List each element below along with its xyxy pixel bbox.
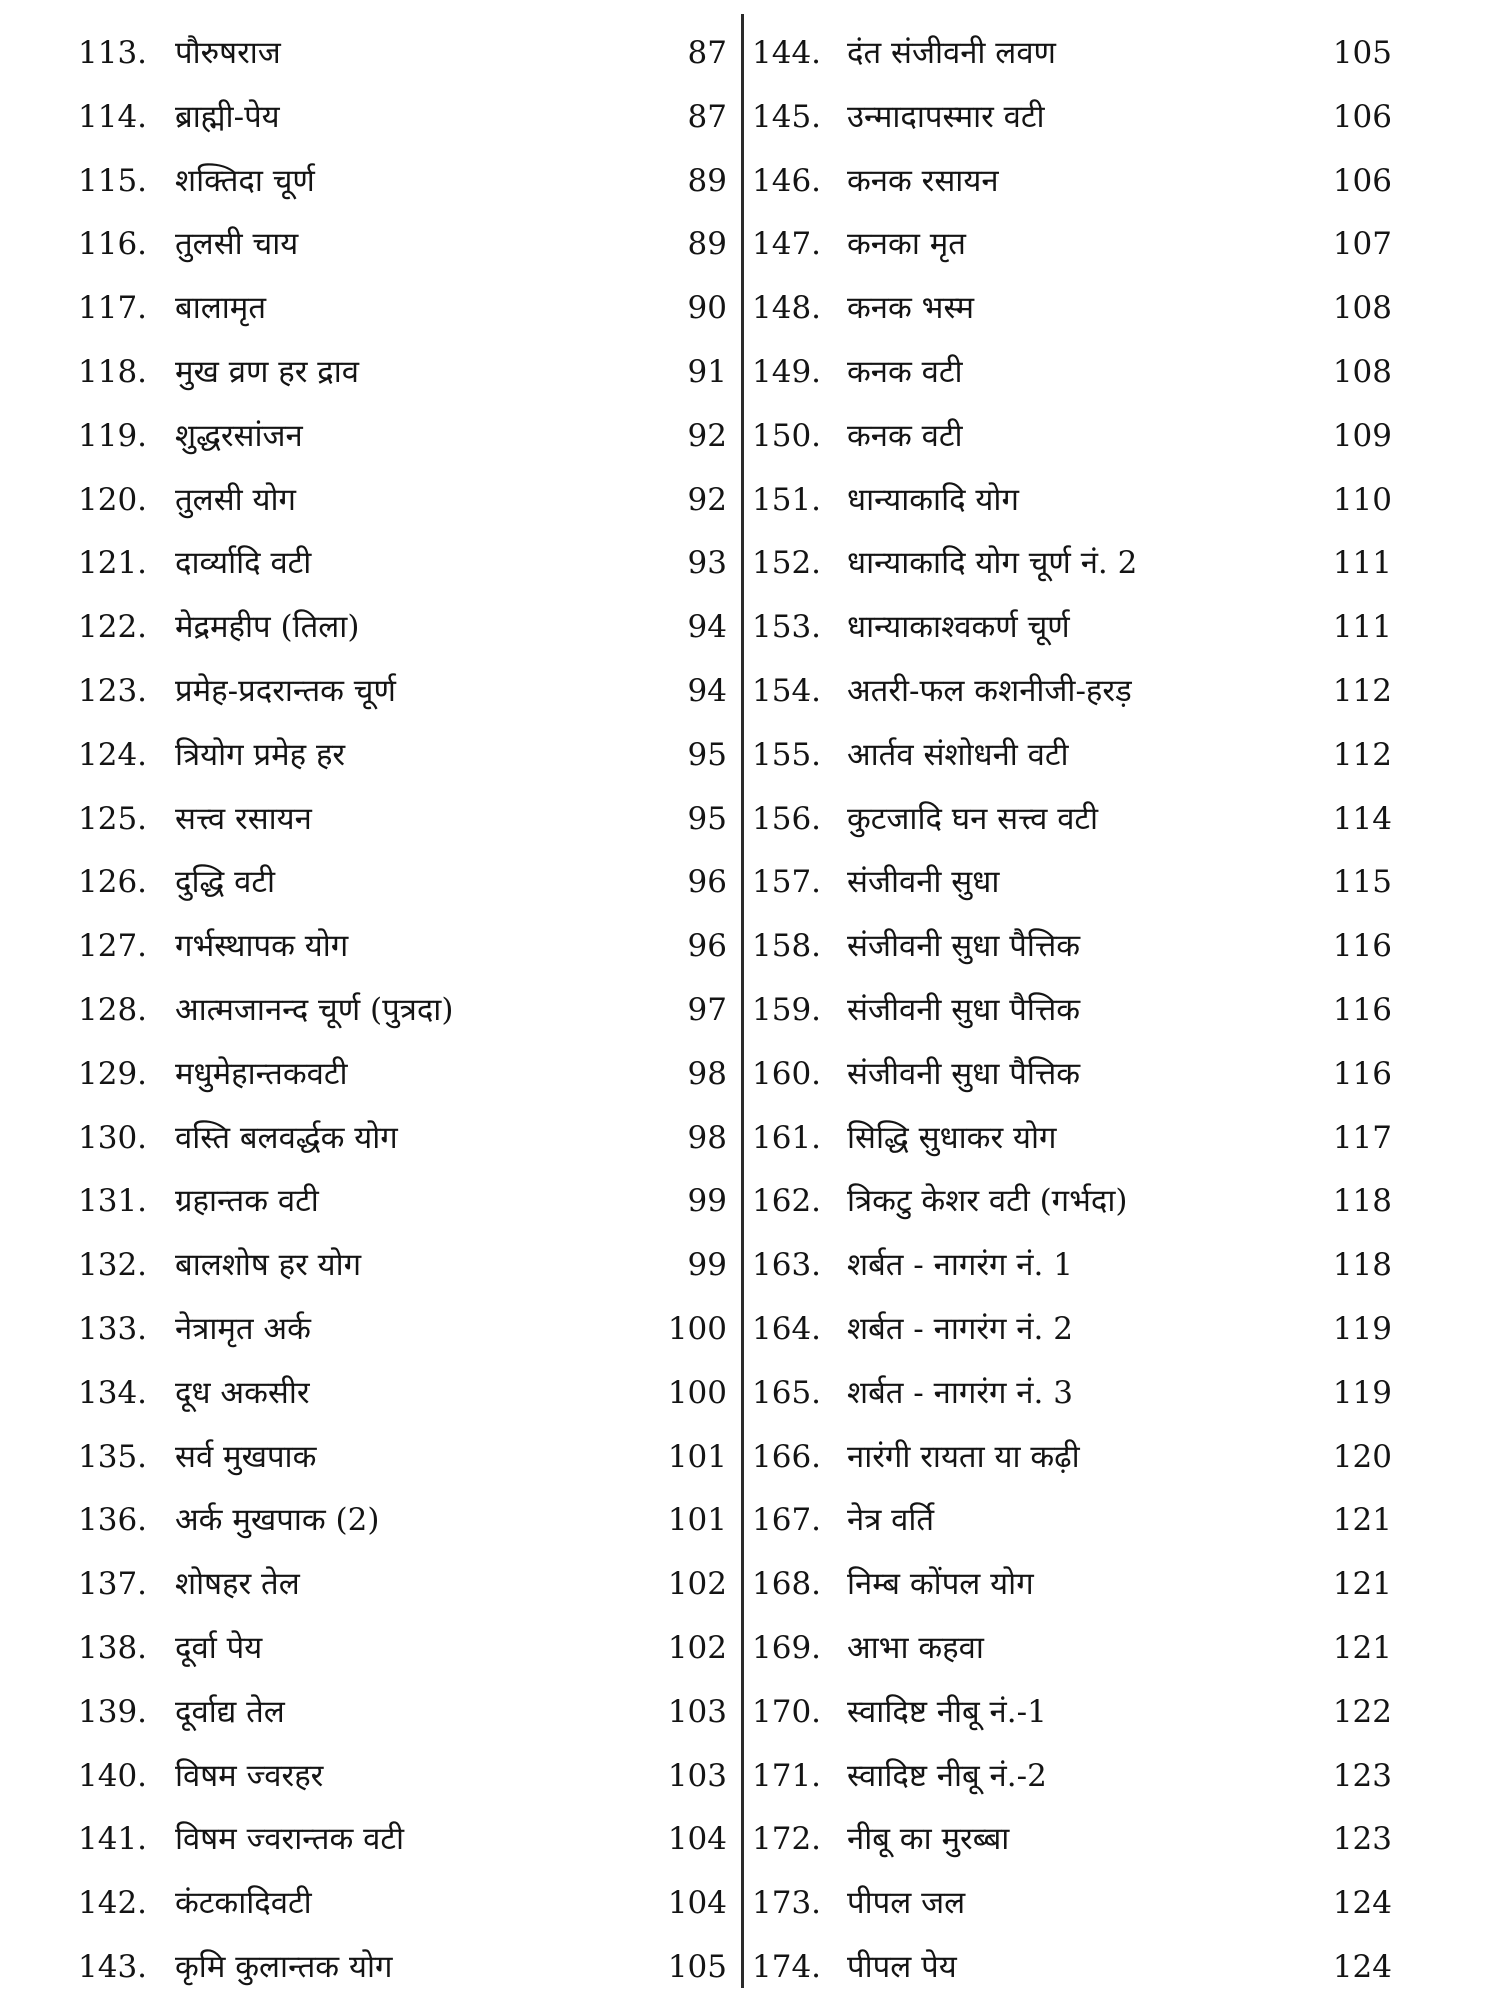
entry-title: विषम ज्वरहर xyxy=(175,1757,324,1794)
index-entry xyxy=(752,1049,1392,1113)
index-entry xyxy=(78,666,728,730)
entry-page-number: 124 xyxy=(1332,1885,1392,1922)
index-entry xyxy=(78,1751,728,1815)
entry-number: 134. xyxy=(78,1374,148,1411)
index-entry xyxy=(78,1113,728,1177)
entry-page-number: 98 xyxy=(687,1119,727,1156)
index-entry xyxy=(752,1751,1392,1815)
entry-number: 147. xyxy=(752,226,822,263)
entry-title: नेत्र वर्ति xyxy=(847,1502,935,1539)
index-entry xyxy=(78,794,728,858)
entry-number: 115. xyxy=(78,162,148,199)
entry-page-number: 99 xyxy=(687,1247,727,1284)
entry-number: 113. xyxy=(78,35,148,71)
entry-number: 141. xyxy=(78,1821,148,1858)
index-entry xyxy=(78,1495,728,1559)
entry-number: 151. xyxy=(752,481,822,518)
entry-number: 154. xyxy=(752,672,822,709)
entry-number: 140. xyxy=(78,1757,148,1794)
entry-page-number: 102 xyxy=(667,1629,727,1666)
entry-title: दूध अकसीर xyxy=(175,1374,310,1411)
entry-title: तुलसी चाय xyxy=(175,226,299,263)
entry-page-number: 121 xyxy=(1332,1566,1392,1603)
entry-number: 162. xyxy=(752,1183,822,1220)
entry-page-number: 122 xyxy=(1332,1693,1392,1730)
entry-number: 120. xyxy=(78,481,148,518)
index-entry xyxy=(752,538,1392,602)
entry-page-number: 101 xyxy=(667,1438,727,1475)
entry-number: 169. xyxy=(752,1629,822,1666)
index-entry xyxy=(78,1623,728,1687)
entry-page-number: 105 xyxy=(667,1948,727,1985)
entry-number: 139. xyxy=(78,1693,148,1730)
entry-page-number: 93 xyxy=(687,545,727,582)
entry-title: कनका मृत xyxy=(847,226,966,263)
entry-title: संजीवनी सुधा xyxy=(847,864,1000,901)
entry-title: शोषहर तेल xyxy=(175,1566,300,1603)
entry-number: 136. xyxy=(78,1502,148,1539)
entry-page-number: 121 xyxy=(1332,1629,1392,1666)
entry-title: आभा कहवा xyxy=(847,1629,984,1666)
entry-title: शर्बत - नागरंग नं. 2 xyxy=(847,1310,1073,1347)
index-entry xyxy=(78,857,728,921)
right-column xyxy=(752,28,1392,2006)
entry-number: 165. xyxy=(752,1374,822,1411)
entry-number: 152. xyxy=(752,545,822,582)
index-entry xyxy=(752,1368,1392,1432)
entry-title: नेत्रामृत अर्क xyxy=(175,1310,311,1347)
entry-title: तुलसी योग xyxy=(175,481,296,518)
entry-number: 145. xyxy=(752,98,822,135)
entry-title: धान्याकादि योग चूर्ण नं. 2 xyxy=(847,545,1138,582)
entry-page-number: 116 xyxy=(1332,991,1392,1028)
entry-page-number: 100 xyxy=(667,1374,727,1411)
index-entry xyxy=(752,921,1392,985)
entry-number: 170. xyxy=(752,1693,822,1730)
column-divider xyxy=(741,14,744,1988)
index-entry xyxy=(752,1113,1392,1177)
entry-page-number: 114 xyxy=(1332,800,1392,837)
entry-page-number: 120 xyxy=(1332,1438,1392,1475)
entry-page-number: 105 xyxy=(1332,35,1392,71)
entry-number: 130. xyxy=(78,1119,148,1156)
entry-page-number: 103 xyxy=(667,1693,727,1730)
index-entry xyxy=(752,28,1392,92)
entry-page-number: 101 xyxy=(667,1502,727,1539)
index-entry xyxy=(78,1240,728,1304)
index-entry xyxy=(78,602,728,666)
entry-page-number: 95 xyxy=(687,800,727,837)
entry-number: 143. xyxy=(78,1948,148,1985)
entry-title: दूर्वाद्य तेल xyxy=(175,1693,285,1730)
entry-number: 117. xyxy=(78,290,148,327)
entry-number: 123. xyxy=(78,672,148,709)
entry-page-number: 124 xyxy=(1332,1948,1392,1985)
entry-page-number: 87 xyxy=(687,98,727,135)
index-entry xyxy=(752,1623,1392,1687)
entry-number: 172. xyxy=(752,1821,822,1858)
entry-title: शर्बत - नागरंग नं. 1 xyxy=(847,1247,1073,1284)
index-entry xyxy=(78,475,728,539)
entry-number: 167. xyxy=(752,1502,822,1539)
entry-number: 156. xyxy=(752,800,822,837)
entry-title: आत्मजानन्द चूर्ण (पुत्रदा) xyxy=(175,991,454,1028)
index-entry xyxy=(752,411,1392,475)
entry-page-number: 116 xyxy=(1332,1055,1392,1092)
index-entry xyxy=(752,857,1392,921)
entry-page-number: 98 xyxy=(687,1055,727,1092)
entry-page-number: 123 xyxy=(1332,1821,1392,1858)
entry-page-number: 97 xyxy=(687,991,727,1028)
entry-title: धान्याकाश्वकर्ण चूर्ण xyxy=(847,609,1070,646)
entry-title: शक्तिदा चूर्ण xyxy=(175,162,315,199)
entry-number: 119. xyxy=(78,417,148,454)
entry-page-number: 103 xyxy=(667,1757,727,1794)
entry-title: दुद्धि वटी xyxy=(175,864,276,901)
entry-number: 135. xyxy=(78,1438,148,1475)
entry-number: 121. xyxy=(78,545,148,582)
entry-title: दार्व्यादि वटी xyxy=(175,545,312,582)
entry-page-number: 107 xyxy=(1332,226,1392,263)
entry-page-number: 111 xyxy=(1332,609,1392,646)
entry-number: 174. xyxy=(752,1948,822,1985)
index-entry xyxy=(78,921,728,985)
entry-number: 148. xyxy=(752,290,822,327)
entry-page-number: 117 xyxy=(1332,1119,1392,1156)
entry-page-number: 89 xyxy=(687,162,727,199)
entry-page-number: 112 xyxy=(1332,736,1392,773)
entry-title: संजीवनी सुधा पैत्तिक xyxy=(847,928,1081,965)
entry-page-number: 121 xyxy=(1332,1502,1392,1539)
index-entry xyxy=(752,602,1392,666)
entry-title: कनक वटी xyxy=(847,417,963,454)
entry-title: धान्याकादि योग xyxy=(847,481,1019,518)
entry-title: कनक भस्म xyxy=(847,290,975,327)
entry-title: शर्बत - नागरंग नं. 3 xyxy=(847,1374,1073,1411)
entry-title: उन्मादापस्मार वटी xyxy=(847,98,1045,135)
entry-title: त्रिकटु केशर वटी (गर्भदा) xyxy=(847,1183,1128,1220)
entry-page-number: 92 xyxy=(687,417,727,454)
index-entry xyxy=(78,219,728,283)
entry-title: मेद्रमहीप (तिला) xyxy=(175,609,360,646)
entry-page-number: 90 xyxy=(687,290,727,327)
entry-title: संजीवनी सुधा पैत्तिक xyxy=(847,991,1081,1028)
entry-page-number: 112 xyxy=(1332,672,1392,709)
entry-page-number: 104 xyxy=(667,1821,727,1858)
entry-number: 144. xyxy=(752,35,822,71)
index-entry xyxy=(752,985,1392,1049)
entry-page-number: 111 xyxy=(1332,545,1392,582)
entry-title: प्रमेह-प्रदरान्तक चूर्ण xyxy=(175,672,396,709)
entry-number: 157. xyxy=(752,864,822,901)
entry-number: 158. xyxy=(752,928,822,965)
entry-number: 116. xyxy=(78,226,148,263)
index-entry xyxy=(752,1814,1392,1878)
entry-title: कंटकादिवटी xyxy=(175,1885,312,1922)
index-entry xyxy=(752,347,1392,411)
index-entry xyxy=(78,411,728,475)
index-entry xyxy=(78,1049,728,1113)
index-entry xyxy=(78,538,728,602)
index-entry xyxy=(752,1687,1392,1751)
entry-title: कृमि कुलान्तक योग xyxy=(175,1948,393,1985)
entry-page-number: 96 xyxy=(687,864,727,901)
entry-number: 133. xyxy=(78,1310,148,1347)
entry-number: 142. xyxy=(78,1885,148,1922)
index-entry xyxy=(78,1942,728,2006)
index-entry xyxy=(78,28,728,92)
entry-number: 164. xyxy=(752,1310,822,1347)
entry-page-number: 108 xyxy=(1332,290,1392,327)
entry-number: 131. xyxy=(78,1183,148,1220)
entry-page-number: 102 xyxy=(667,1566,727,1603)
entry-page-number: 119 xyxy=(1332,1374,1392,1411)
index-entry xyxy=(78,1304,728,1368)
entry-number: 138. xyxy=(78,1629,148,1666)
entry-title: विषम ज्वरान्तक वटी xyxy=(175,1821,405,1858)
entry-number: 118. xyxy=(78,353,148,390)
entry-number: 155. xyxy=(752,736,822,773)
entry-number: 166. xyxy=(752,1438,822,1475)
index-entry xyxy=(78,1176,728,1240)
entry-title: ब्राह्मी-पेय xyxy=(175,98,280,135)
index-entry xyxy=(78,1814,728,1878)
entry-title: पीपल पेय xyxy=(847,1948,957,1985)
entry-title: स्वादिष्ट नीबू नं.-1 xyxy=(847,1693,1047,1730)
index-entry xyxy=(752,92,1392,156)
index-entry xyxy=(752,475,1392,539)
entry-title: अर्क मुखपाक (2) xyxy=(175,1502,380,1539)
index-entry xyxy=(78,730,728,794)
entry-page-number: 96 xyxy=(687,928,727,965)
entry-number: 126. xyxy=(78,864,148,901)
entry-number: 124. xyxy=(78,736,148,773)
entry-page-number: 116 xyxy=(1332,928,1392,965)
index-entry xyxy=(752,666,1392,730)
index-entry xyxy=(78,985,728,1049)
entry-number: 163. xyxy=(752,1247,822,1284)
entry-title: सिद्धि सुधाकर योग xyxy=(847,1119,1057,1156)
index-entry xyxy=(752,794,1392,858)
entry-number: 159. xyxy=(752,991,822,1028)
entry-number: 125. xyxy=(78,800,148,837)
entry-page-number: 95 xyxy=(687,736,727,773)
entry-page-number: 123 xyxy=(1332,1757,1392,1794)
index-entry xyxy=(78,92,728,156)
index-entry xyxy=(752,1304,1392,1368)
index-entry xyxy=(78,1559,728,1623)
entry-page-number: 119 xyxy=(1332,1310,1392,1347)
entry-number: 114. xyxy=(78,98,148,135)
entry-title: गर्भस्थापक योग xyxy=(175,928,349,965)
index-entry xyxy=(752,1495,1392,1559)
entry-number: 132. xyxy=(78,1247,148,1284)
entry-title: अतरी-फल कशनीजी-हरड़ xyxy=(847,672,1132,709)
entry-page-number: 104 xyxy=(667,1885,727,1922)
entry-page-number: 108 xyxy=(1332,353,1392,390)
entry-title: निम्ब कोंपल योग xyxy=(847,1566,1034,1603)
entry-page-number: 91 xyxy=(687,353,727,390)
index-entry xyxy=(752,730,1392,794)
entry-page-number: 109 xyxy=(1332,417,1392,454)
index-entry xyxy=(752,283,1392,347)
entry-page-number: 106 xyxy=(1332,98,1392,135)
entry-title: दंत संजीवनी लवण xyxy=(847,35,1056,71)
entry-title: नीबू का मुरब्बा xyxy=(847,1821,1010,1858)
entry-page-number: 94 xyxy=(687,609,727,646)
entry-page-number: 110 xyxy=(1332,481,1392,518)
entry-title: कुटजादि घन सत्त्व वटी xyxy=(847,800,1099,837)
index-entry xyxy=(78,1687,728,1751)
entry-page-number: 99 xyxy=(687,1183,727,1220)
entry-number: 146. xyxy=(752,162,822,199)
index-entry xyxy=(752,1878,1392,1942)
index-entry xyxy=(78,1368,728,1432)
entry-page-number: 106 xyxy=(1332,162,1392,199)
entry-title: बालशोष हर योग xyxy=(175,1247,362,1284)
index-entry xyxy=(752,1240,1392,1304)
entry-number: 171. xyxy=(752,1757,822,1794)
entry-title: मधुमेहान्तकवटी xyxy=(175,1055,348,1092)
entry-page-number: 118 xyxy=(1332,1247,1392,1284)
entry-title: बालामृत xyxy=(175,290,266,327)
index-entry xyxy=(78,156,728,220)
entry-page-number: 92 xyxy=(687,481,727,518)
index-entry xyxy=(78,1878,728,1942)
entry-number: 137. xyxy=(78,1566,148,1603)
entry-title: दूर्वा पेय xyxy=(175,1629,263,1666)
entry-number: 128. xyxy=(78,991,148,1028)
entry-number: 153. xyxy=(752,609,822,646)
index-entry xyxy=(78,347,728,411)
entry-title: पौरुषराज xyxy=(175,35,281,71)
entry-number: 160. xyxy=(752,1055,822,1092)
entry-page-number: 94 xyxy=(687,672,727,709)
entry-title: मुख व्रण हर द्राव xyxy=(175,353,359,390)
entry-title: त्रियोग प्रमेह हर xyxy=(175,736,346,773)
entry-number: 150. xyxy=(752,417,822,454)
entry-page-number: 87 xyxy=(687,35,727,71)
entry-number: 127. xyxy=(78,928,148,965)
entry-title: वस्ति बलवर्द्धक योग xyxy=(175,1119,398,1156)
index-entry xyxy=(78,283,728,347)
entry-title: संजीवनी सुधा पैत्तिक xyxy=(847,1055,1081,1092)
index-entry xyxy=(752,219,1392,283)
index-entry xyxy=(78,1432,728,1496)
entry-page-number: 118 xyxy=(1332,1183,1392,1220)
entry-title: सर्व मुखपाक xyxy=(175,1438,317,1475)
entry-number: 173. xyxy=(752,1885,822,1922)
index-entry xyxy=(752,156,1392,220)
entry-title: कनक वटी xyxy=(847,353,963,390)
index-entry xyxy=(752,1559,1392,1623)
entry-title: सत्त्व रसायन xyxy=(175,800,312,837)
entry-title: शुद्धरसांजन xyxy=(175,417,303,454)
index-entry xyxy=(752,1176,1392,1240)
left-column xyxy=(78,28,728,2006)
entry-title: ग्रहान्तक वटी xyxy=(175,1183,319,1220)
entry-page-number: 100 xyxy=(667,1310,727,1347)
entry-number: 122. xyxy=(78,609,148,646)
entry-page-number: 89 xyxy=(687,226,727,263)
entry-number: 149. xyxy=(752,353,822,390)
index-entry xyxy=(752,1942,1392,2006)
entry-title: स्वादिष्ट नीबू नं.-2 xyxy=(847,1757,1047,1794)
entry-number: 129. xyxy=(78,1055,148,1092)
entry-title: आर्तव संशोधनी वटी xyxy=(847,736,1069,773)
entry-title: पीपल जल xyxy=(847,1885,966,1922)
entry-title: कनक रसायन xyxy=(847,162,999,199)
entry-number: 161. xyxy=(752,1119,822,1156)
entry-title: नारंगी रायता या कढ़ी xyxy=(847,1438,1080,1475)
index-entry xyxy=(752,1432,1392,1496)
entry-page-number: 115 xyxy=(1332,864,1392,901)
entry-number: 168. xyxy=(752,1566,822,1603)
